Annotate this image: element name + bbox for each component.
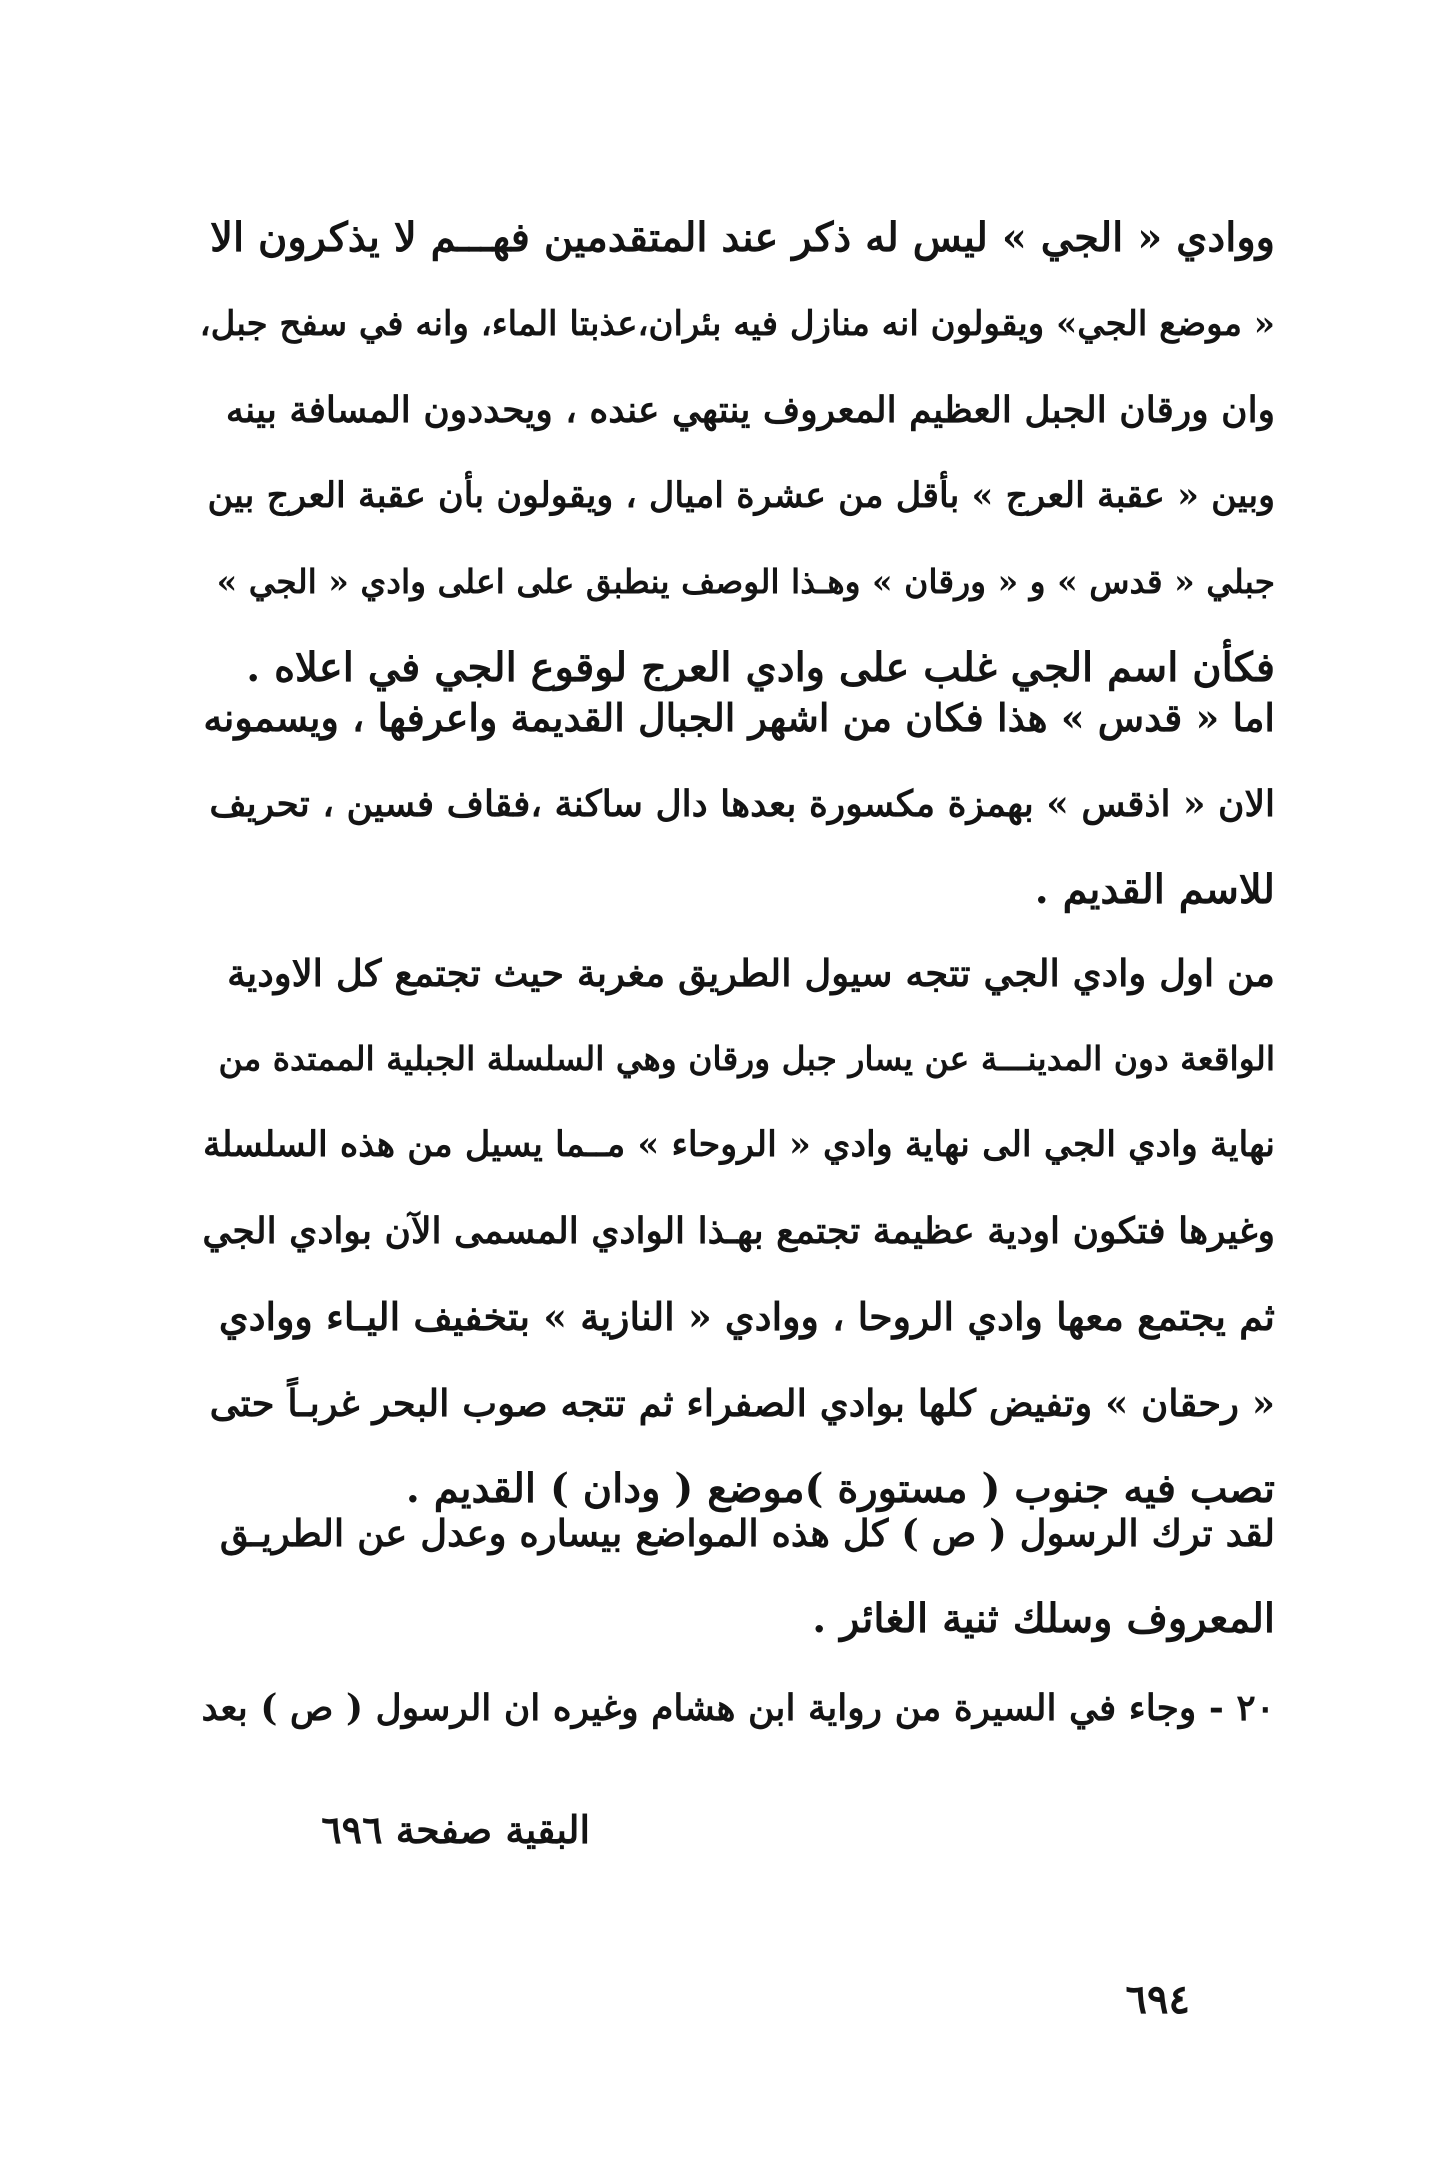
text-line: « موضع الجي» ويقولون انه منازل فيه بئران،عذبتا الماء، وانه في سفح جبل، — [200, 304, 1275, 344]
text-line: اما « قدس » هذا فكان من اشهر الجبال القديمة واعرفها ، ويسمونه — [203, 695, 1275, 740]
text-line: ووادي « الجي » ليس له ذكر عند المتقدمين فهـــم لا يذكرون الا — [210, 214, 1275, 261]
continuation-note: البقية صفحة ٦٩٦ — [321, 1807, 590, 1852]
text-line: الان « اذقس » بهمزة مكسورة بعدها دال ساكنة ،فقاف فسين ، تحريف — [209, 783, 1275, 825]
text-line: ٢٠ - وجاء في السيرة من رواية ابن هشام وغيره ان الرسول ( ص ) بعد — [201, 1687, 1275, 1729]
text-line: « رحقان » وتفيض كلها بوادي الصفراء ثم تتجه صوب البحر غربـاً حتى — [209, 1381, 1275, 1425]
text-line: وغيرها فتكون اودية عظيمة تجتمع بهـذا الوادي المسمى الآن بوادي الجي — [202, 1210, 1275, 1252]
text-line: وان ورقان الجبل العظيم المعروف ينتهي عنده ، ويحددون المسافة بينه — [225, 389, 1275, 431]
paragraph-numbered-20 — [200, 1665, 1275, 1751]
text-line: فكأن اسم الجي غلب على وادي العرج لوقوع الجي في اعلاه . — [246, 644, 1275, 691]
text-line: المعروف وسلك ثنية الغائر . — [812, 1595, 1275, 1642]
text-line: الواقعة دون المدينـــة عن يسار جبل ورقان وهي السلسلة الجبلية الممتدة من — [218, 1039, 1275, 1078]
text-line: ثم يجتمع معها وادي الروحا ، ووادي « النازية » بتخفيف اليـاء ووادي — [218, 1294, 1275, 1339]
paragraph-valley-floods — [200, 930, 1275, 1532]
text-line: نهاية وادي الجي الى نهاية وادي « الروحاء » مــما يسيل من هذه السلسلة — [202, 1124, 1275, 1165]
text-line: جبلي « قدس » و « ورقان » وهـذا الوصف ينطبق على اعلى وادي « الجي » — [216, 562, 1275, 601]
text-line: من اول وادي الجي تتجه سيول الطريق مغربة حيث تجتمع كل الاودية — [227, 951, 1275, 995]
text-line: للاسم القديم . — [1034, 866, 1275, 913]
paragraph-quds — [200, 675, 1275, 933]
paragraph-wadi-al-jiy — [200, 195, 1275, 711]
text-line: وبين « عقبة العرج » بأقل من عشرة اميال ، ويقولون بأن عقبة العرج بين — [207, 475, 1275, 516]
paragraph-prophet-route — [200, 1490, 1275, 1662]
text-line: لقد ترك الرسول ( ص ) كل هذه المواضع بيساره وعدل عن الطريـق — [219, 1511, 1275, 1555]
text-line: تصب فيه جنوب ( مستورة )موضع ( ودان ) القديم . — [405, 1465, 1275, 1512]
page-number: ٦٩٤ — [1125, 1976, 1190, 2023]
